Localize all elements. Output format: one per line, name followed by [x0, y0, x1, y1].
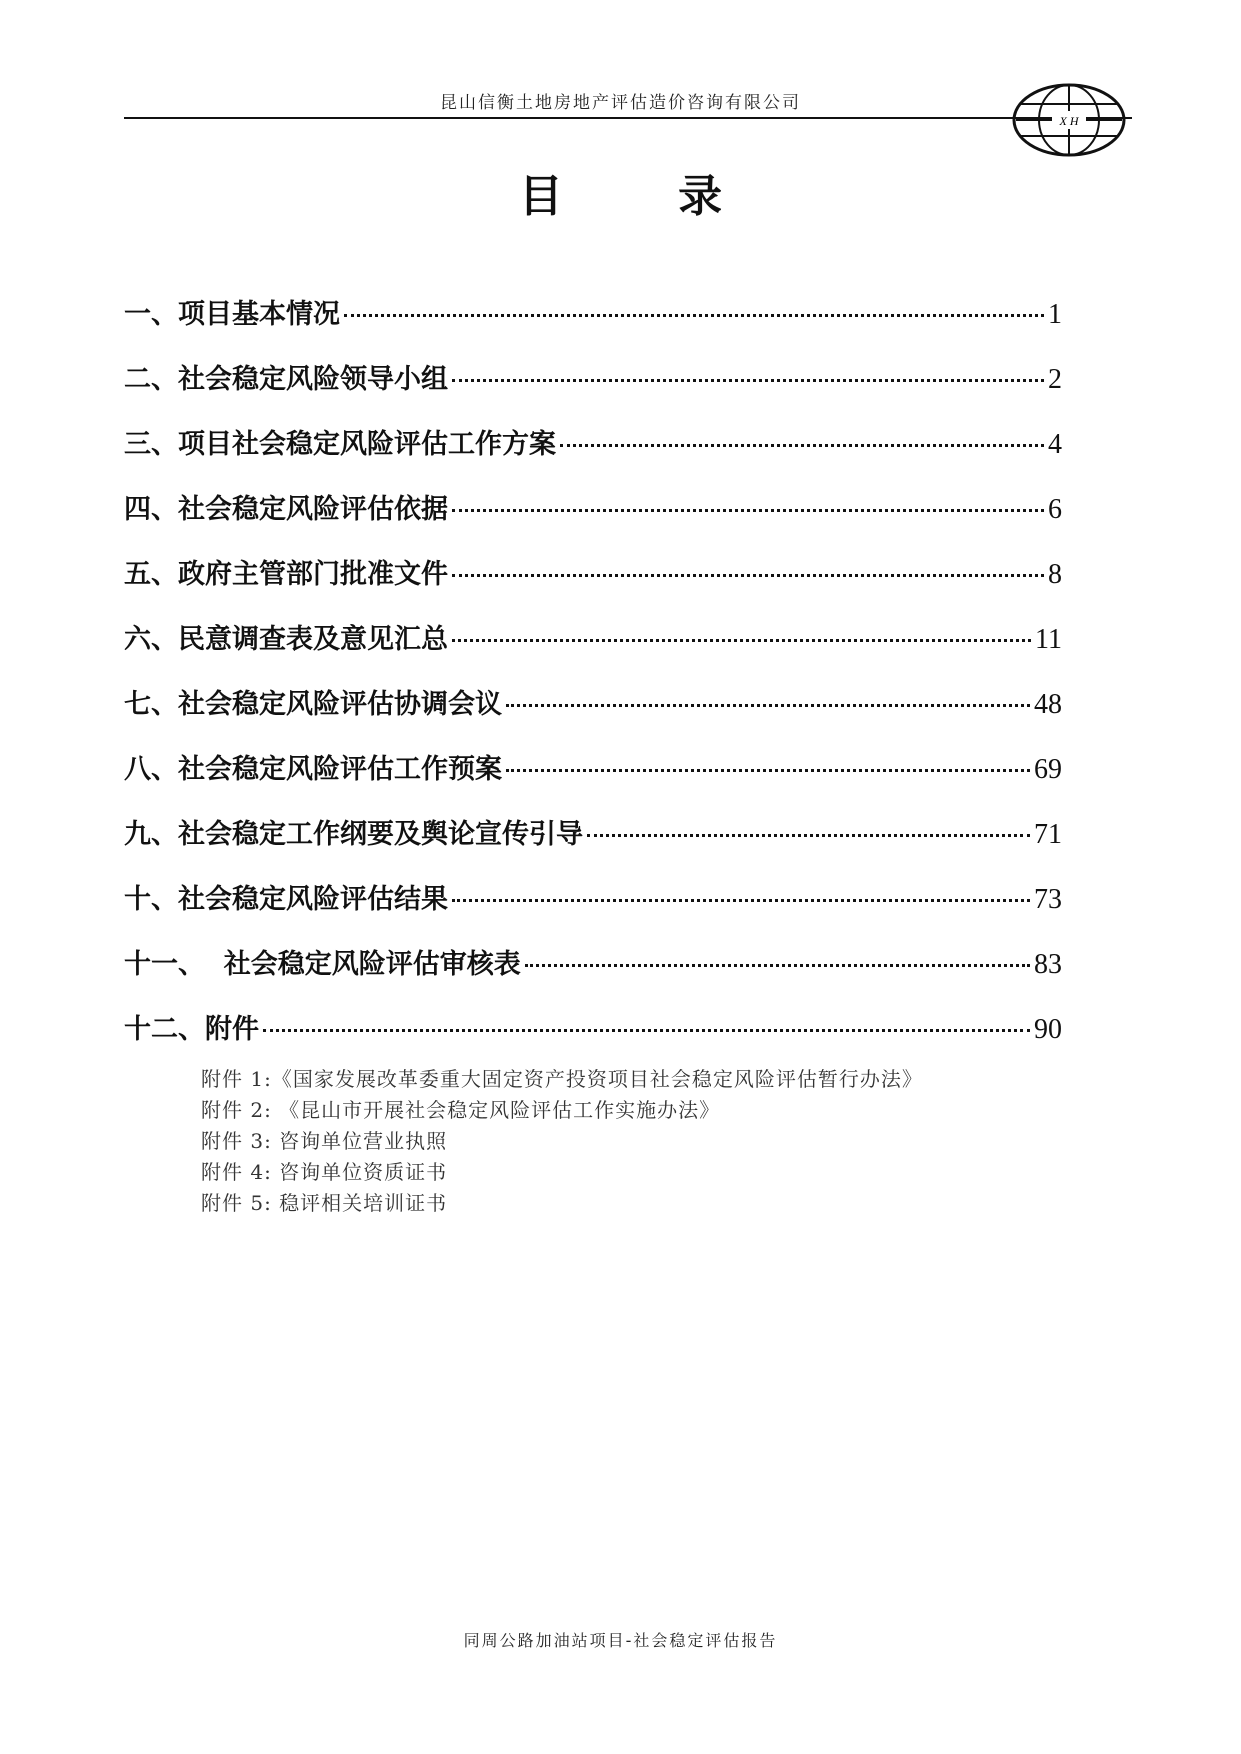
- toc-entry-page: 6: [1048, 494, 1062, 525]
- toc-entry[interactable]: [124, 617, 1062, 682]
- toc-entry-label: 十一、 社会稳定风险评估审核表: [124, 949, 521, 980]
- toc-entry-page: 83: [1034, 949, 1062, 980]
- toc-entry-page: 11: [1035, 624, 1062, 655]
- company-globe-logo-icon: [1010, 82, 1128, 158]
- toc-entry[interactable]: [124, 292, 1062, 357]
- toc-entry-label: 六、民意调查表及意见汇总: [124, 624, 448, 655]
- toc-leader-dots: [525, 964, 1030, 967]
- toc-entry[interactable]: [124, 682, 1062, 747]
- attachment-item: 附件 4: 咨询单位资质证书: [201, 1160, 448, 1184]
- toc-entry-page: 71: [1034, 819, 1062, 850]
- toc-leader-dots: [263, 1029, 1030, 1032]
- toc-entry-page: 69: [1034, 754, 1062, 785]
- attachment-item: 附件 5: 稳评相关培训证书: [201, 1191, 448, 1215]
- toc-leader-dots: [506, 769, 1030, 772]
- toc-entry[interactable]: [124, 747, 1062, 812]
- toc-entry[interactable]: [124, 942, 1062, 1007]
- toc-entry[interactable]: [124, 357, 1062, 422]
- toc-entry[interactable]: [124, 422, 1062, 487]
- toc-entry-page: 1: [1048, 299, 1062, 330]
- toc-leader-dots: [452, 899, 1030, 902]
- toc-entry-label: 十、社会稳定风险评估结果: [124, 884, 448, 915]
- toc-entry-page: 2: [1048, 364, 1062, 395]
- toc-leader-dots: [452, 379, 1044, 382]
- toc-entry-page: 4: [1048, 429, 1062, 460]
- page-title: 目 录: [518, 171, 773, 222]
- attachment-item: 附件 2: 《昆山市开展社会稳定风险评估工作实施办法》: [201, 1098, 721, 1122]
- header-company-name: 昆山信衡土地房地产评估造价咨询有限公司: [440, 93, 801, 113]
- toc-entry[interactable]: [124, 487, 1062, 552]
- toc-entry-label: 三、项目社会稳定风险评估工作方案: [124, 429, 556, 460]
- toc-entry[interactable]: [124, 552, 1062, 617]
- toc-entry-label: 八、社会稳定风险评估工作预案: [124, 754, 502, 785]
- toc-leader-dots: [452, 574, 1044, 577]
- toc-leader-dots: [452, 509, 1044, 512]
- toc-entry[interactable]: [124, 877, 1062, 942]
- toc-entry-label: 四、社会稳定风险评估依据: [124, 494, 448, 525]
- toc-leader-dots: [506, 704, 1030, 707]
- toc-entry-label: 七、社会稳定风险评估协调会议: [124, 689, 502, 720]
- toc-entry-label: 二、社会稳定风险领导小组: [124, 364, 448, 395]
- toc-entry-page: 8: [1048, 559, 1062, 590]
- toc-entry-label: 五、政府主管部门批准文件: [124, 559, 448, 590]
- attachment-item: 附件 1:《国家发展改革委重大固定资产投资项目社会稳定风险评估暂行办法》: [201, 1067, 923, 1091]
- toc-entry-page: 48: [1034, 689, 1062, 720]
- toc-entry-page: 73: [1034, 884, 1062, 915]
- toc-leader-dots: [560, 444, 1044, 447]
- toc-leader-dots: [587, 834, 1030, 837]
- attachment-item: 附件 3: 咨询单位营业执照: [201, 1129, 448, 1153]
- toc-entry-label: 十二、附件: [124, 1014, 259, 1045]
- toc-entry-page: 90: [1034, 1014, 1062, 1045]
- footer-report-title: 同周公路加油站项目-社会稳定评估报告: [463, 1631, 778, 1650]
- toc-entry-label: 九、社会稳定工作纲要及舆论宣传引导: [124, 819, 583, 850]
- toc-leader-dots: [452, 639, 1031, 642]
- toc-leader-dots: [344, 314, 1044, 317]
- attachment-list: [201, 1063, 923, 1218]
- toc-entry-label: 一、项目基本情况: [124, 299, 340, 330]
- header-divider: [124, 117, 1132, 119]
- toc-entry[interactable]: [124, 812, 1062, 877]
- table-of-contents: [124, 292, 1062, 1072]
- logo-text: X H: [1059, 114, 1079, 128]
